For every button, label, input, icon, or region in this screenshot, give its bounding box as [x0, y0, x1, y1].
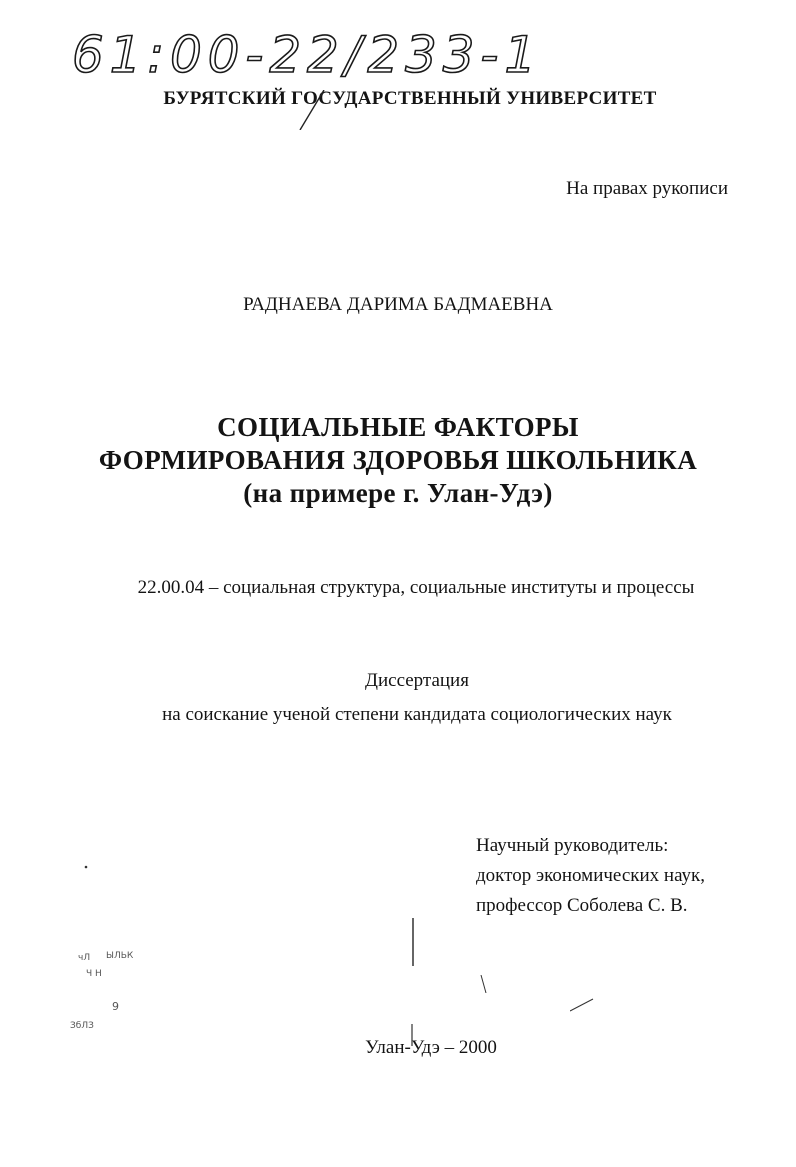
stamp-text-4: 9	[112, 1000, 119, 1013]
stamp-text-3: Ч Н	[86, 969, 102, 979]
author-name: РАДНАЕВА ДАРИМА БАДМАЕВНА	[243, 294, 553, 315]
scan-mark-overlap	[296, 90, 326, 130]
stamp-text-5: ЗбЛЗ	[70, 1021, 94, 1031]
rights-note: На правах рукописи	[566, 178, 728, 199]
title-line-1: СОЦИАЛЬНЫЕ ФАКТОРЫ	[217, 412, 579, 442]
stamp-svg	[50, 930, 160, 1080]
scan-mark-vertical-1	[410, 918, 416, 966]
title-line-2: ФОРМИРОВАНИЯ ЗДОРОВЬЯ ШКОЛЬНИКА	[98, 445, 698, 475]
supervisor-label: Научный руководитель:	[476, 835, 669, 856]
handwritten-number-text: 61:00-22/233-1	[72, 26, 542, 84]
library-stamp-remnants	[50, 930, 160, 1080]
stamp-text-2: ЫЛЬК	[106, 951, 134, 961]
title-line-3: (на примере г. Улан-Удэ)	[243, 478, 553, 508]
supervisor-block	[476, 831, 705, 921]
city-year: Улан-Удэ – 2000	[365, 1037, 497, 1058]
supervisor-name: профессор Соболева С. В.	[476, 895, 688, 916]
scan-dot	[84, 856, 88, 860]
dissertation-title	[0, 411, 796, 510]
dissertation-degree: на соискание ученой степени кандидата социологических наук	[162, 704, 672, 725]
specialty-code: 22.00.04 – социальная структура, социальные институты и процессы	[137, 577, 695, 598]
scan-mark-vertical-2	[408, 1024, 416, 1046]
university-name: БУРЯТСКИЙ ГОСУДАРСТВЕННЫЙ УНИВЕРСИТЕТ	[163, 88, 657, 109]
dissertation-type: Диссертация	[365, 670, 469, 691]
scan-mark-slash	[480, 975, 488, 993]
handwritten-number-svg	[68, 18, 548, 88]
handwritten-catalog-number	[68, 18, 548, 88]
supervisor-degree: доктор экономических наук,	[476, 865, 706, 886]
scan-mark-diagonal	[570, 998, 594, 1012]
stamp-text-1: чЛ	[78, 953, 91, 963]
